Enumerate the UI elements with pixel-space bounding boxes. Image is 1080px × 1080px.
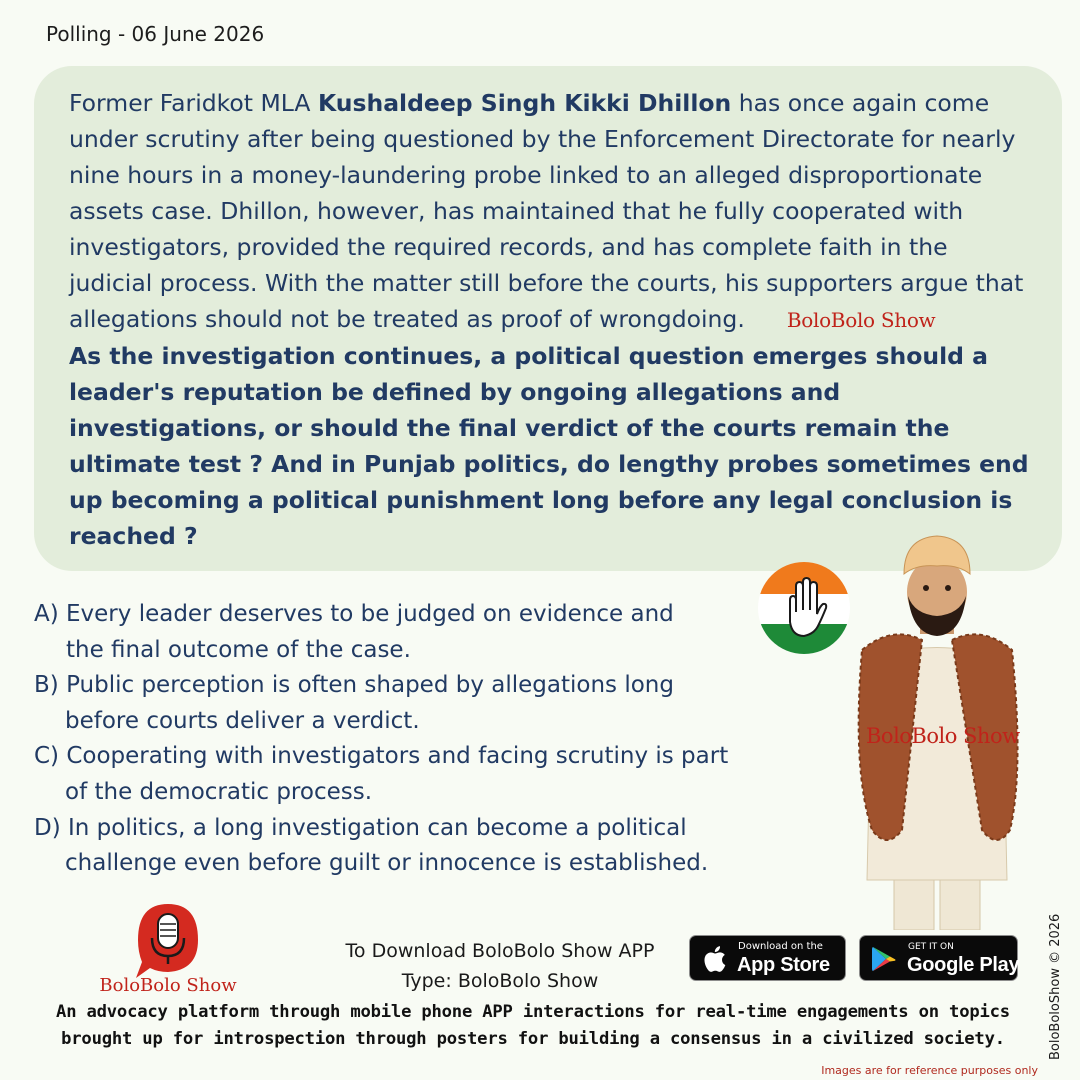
option-a-line1: A) Every leader deserves to be judged on evidence and	[34, 601, 674, 627]
app-store-small-label: Download on the	[738, 941, 823, 952]
option-a[interactable]	[34, 597, 794, 668]
person-name: Kushaldeep Singh Kikki Dhillon	[317, 89, 732, 117]
google-play-icon	[870, 945, 898, 973]
option-c-line1: C) Cooperating with investigators and facing scrutiny is part	[34, 743, 729, 770]
option-a-line2: the final outcome of the case.	[66, 636, 411, 663]
poll-date: Polling - 06 June 2026	[46, 22, 265, 46]
story-intro-prefix: Former Faridkot MLA	[69, 89, 318, 117]
poll-question: As the investigation continues, a political question emerges should a leader's reputation be defined by ongoing allegations and investigations, or should the final verdict of the courts remain the ultimate test ? And in Punjab politics, do lengthy probes sometimes end up becoming a political punishment long before any legal conclusion is reached ?	[69, 342, 1029, 550]
download-title: To Download BoloBolo Show APP	[345, 940, 655, 962]
google-play-button[interactable]	[859, 935, 1018, 981]
option-c-line2: of the democratic process.	[65, 778, 373, 805]
option-b-line1: B) Public perception is often shaped by allegations long	[34, 672, 674, 699]
google-play-label: Google Play	[907, 954, 1020, 976]
figure-watermark: BoloBolo Show	[866, 724, 1020, 748]
option-d[interactable]	[34, 811, 794, 882]
vertical-credit: BoloBoloShow © 2026	[1048, 913, 1063, 1060]
option-d-line2: challenge even before guilt or innocence is established.	[65, 850, 709, 877]
apple-icon	[700, 944, 728, 974]
app-store-label: App Store	[737, 954, 830, 976]
option-c[interactable]	[34, 739, 794, 810]
app-store-button[interactable]	[689, 935, 846, 981]
brand-watermark: BoloBolo Show	[786, 308, 936, 332]
tagline: An advocacy platform through mobile phone APP interactions for real-time engagements on topics brought up for introspection through posters for building a consensus in a civilized society.	[56, 1002, 1010, 1049]
option-b[interactable]	[34, 668, 794, 739]
story-card	[34, 66, 1062, 571]
option-d-line1: D) In politics, a long investigation can become a political	[34, 814, 687, 841]
option-b-line2: before courts deliver a verdict.	[65, 707, 420, 734]
download-type: Type: BoloBolo Show	[401, 970, 599, 992]
google-play-small-label: GET IT ON	[908, 942, 954, 952]
story-paragraph	[69, 85, 1034, 338]
story-intro-body: has once again come under scrutiny after being questioned by the Enforcement Directorate for nearly nine hours in a money-laundering probe linked to an alleged disproportionate assets case. Dhillon, however, has maintained that he fully cooperated with investigators, provided the required records, and has complete faith in the judicial process. With the matter still before the courts, his supporters argue that allegations should not be treated as proof of wrongdoing.	[69, 89, 1024, 333]
poll-options	[34, 597, 794, 882]
disclaimer: Images are for reference purposes only	[821, 1064, 1038, 1077]
footer-brand: BoloBolo Show	[99, 975, 237, 996]
